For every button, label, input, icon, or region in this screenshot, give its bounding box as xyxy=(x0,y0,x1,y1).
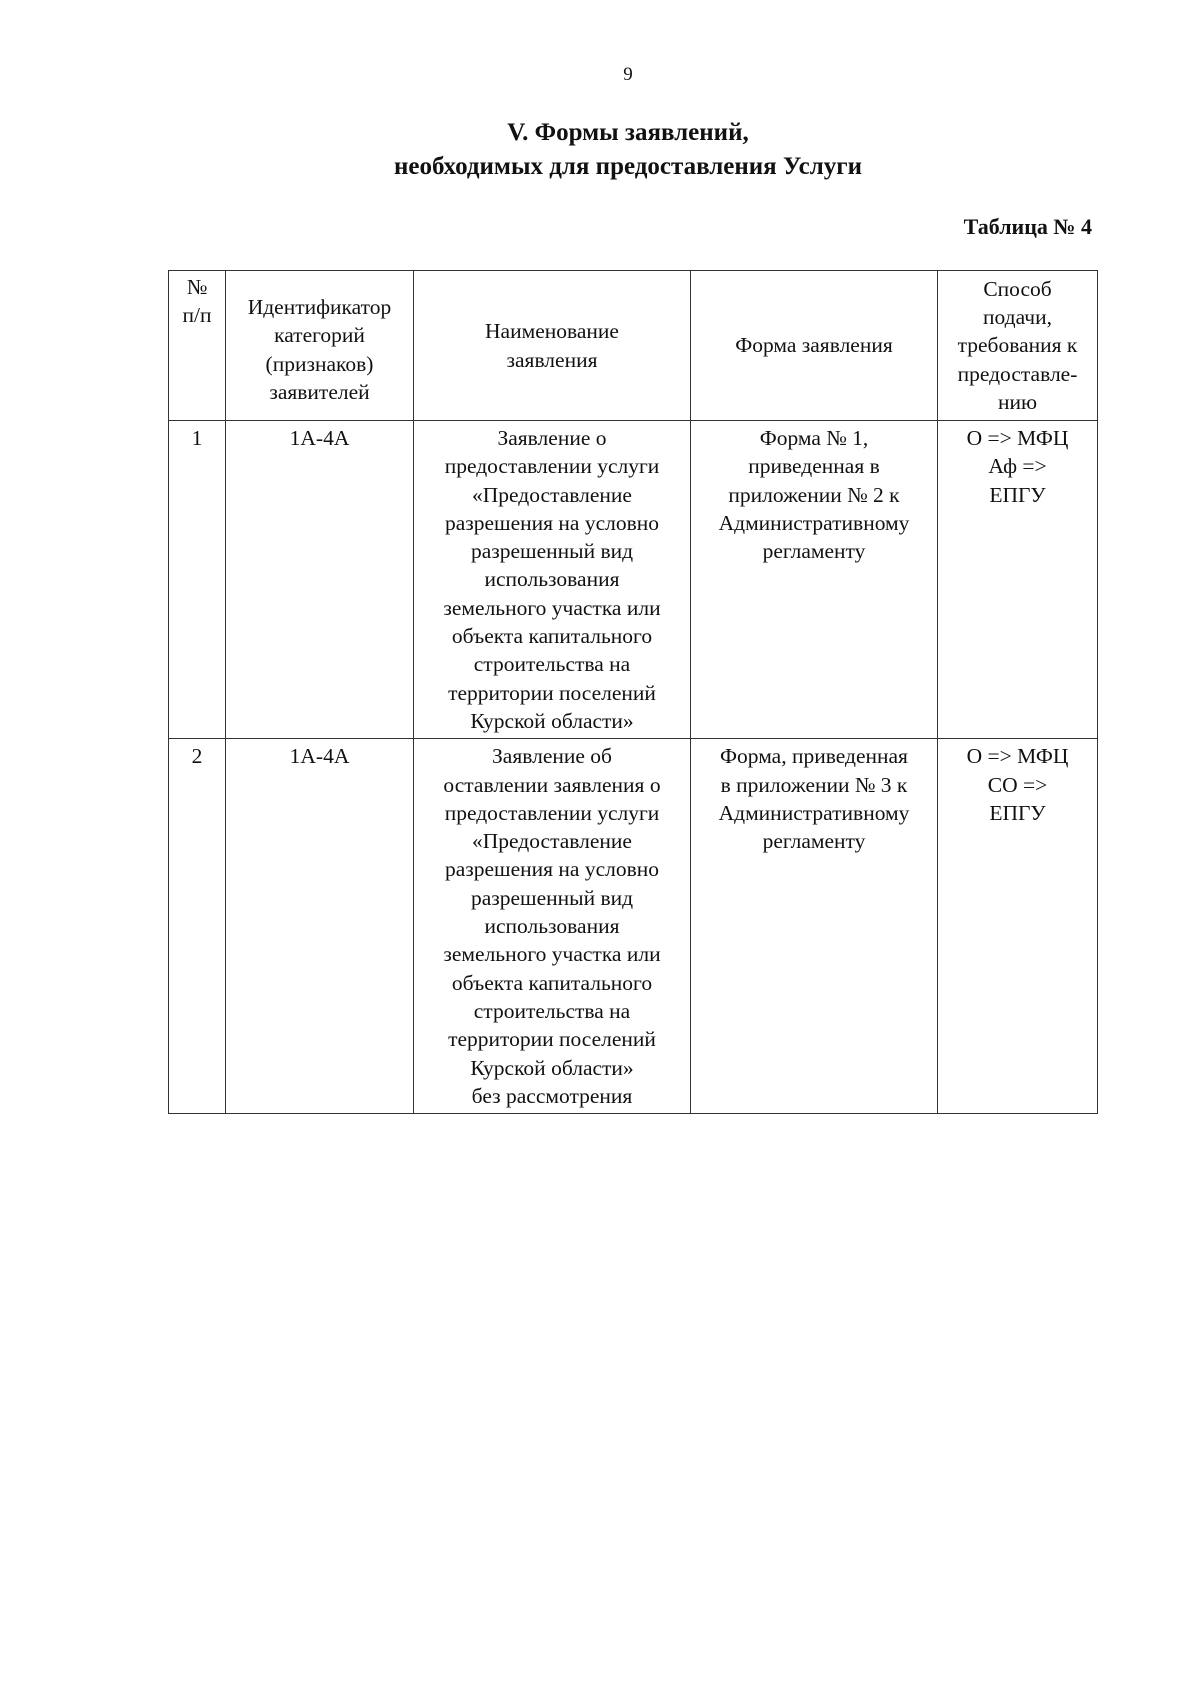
section-title xyxy=(0,116,1200,184)
table-row xyxy=(169,739,1098,1114)
cell-form: Форма № 1, приведенная в приложении № 2 к Административному регламенту xyxy=(691,421,938,739)
table-header-row xyxy=(169,271,1098,421)
table-row xyxy=(169,421,1098,739)
section-title-line-2: необходимых для предоставления Услуги xyxy=(394,153,862,180)
header-identifier: Идентификатор категорий (признаков) заявителей xyxy=(226,271,414,421)
header-num: № п/п xyxy=(169,271,226,421)
cell-identifier: 1А-4А xyxy=(226,739,414,1114)
header-form: Форма заявления xyxy=(691,271,938,421)
cell-num: 1 xyxy=(169,421,226,739)
cell-name: Заявление об оставлении заявления о предоставлении услуги «Предоставление разрешения на условно разрешенный вид использования земельного участка или объекта капитального строительства на территории поселений Курской области» без рассмотрения xyxy=(414,739,691,1114)
cell-form: Форма, приведенная в приложении № 3 к Административному регламенту xyxy=(691,739,938,1114)
cell-name: Заявление о предоставлении услуги «Предоставление разрешения на условно разрешенный вид использования земельного участка или объекта капитального строительства на территории поселений Курской области» xyxy=(414,421,691,739)
page-number: 9 xyxy=(623,64,633,85)
header-method: Способ подачи, требования к предоставле- нию xyxy=(938,271,1098,421)
section-title-line-1: V. Формы заявлений, xyxy=(507,119,749,146)
cell-num: 2 xyxy=(169,739,226,1114)
cell-identifier: 1А-4А xyxy=(226,421,414,739)
forms-table xyxy=(168,270,1098,1114)
cell-method: О => МФЦ Аф => ЕПГУ xyxy=(938,421,1098,739)
table-caption: Таблица № 4 xyxy=(963,214,1092,239)
cell-method: О => МФЦ СО => ЕПГУ xyxy=(938,739,1098,1114)
header-name: Наименование заявления xyxy=(414,271,691,421)
